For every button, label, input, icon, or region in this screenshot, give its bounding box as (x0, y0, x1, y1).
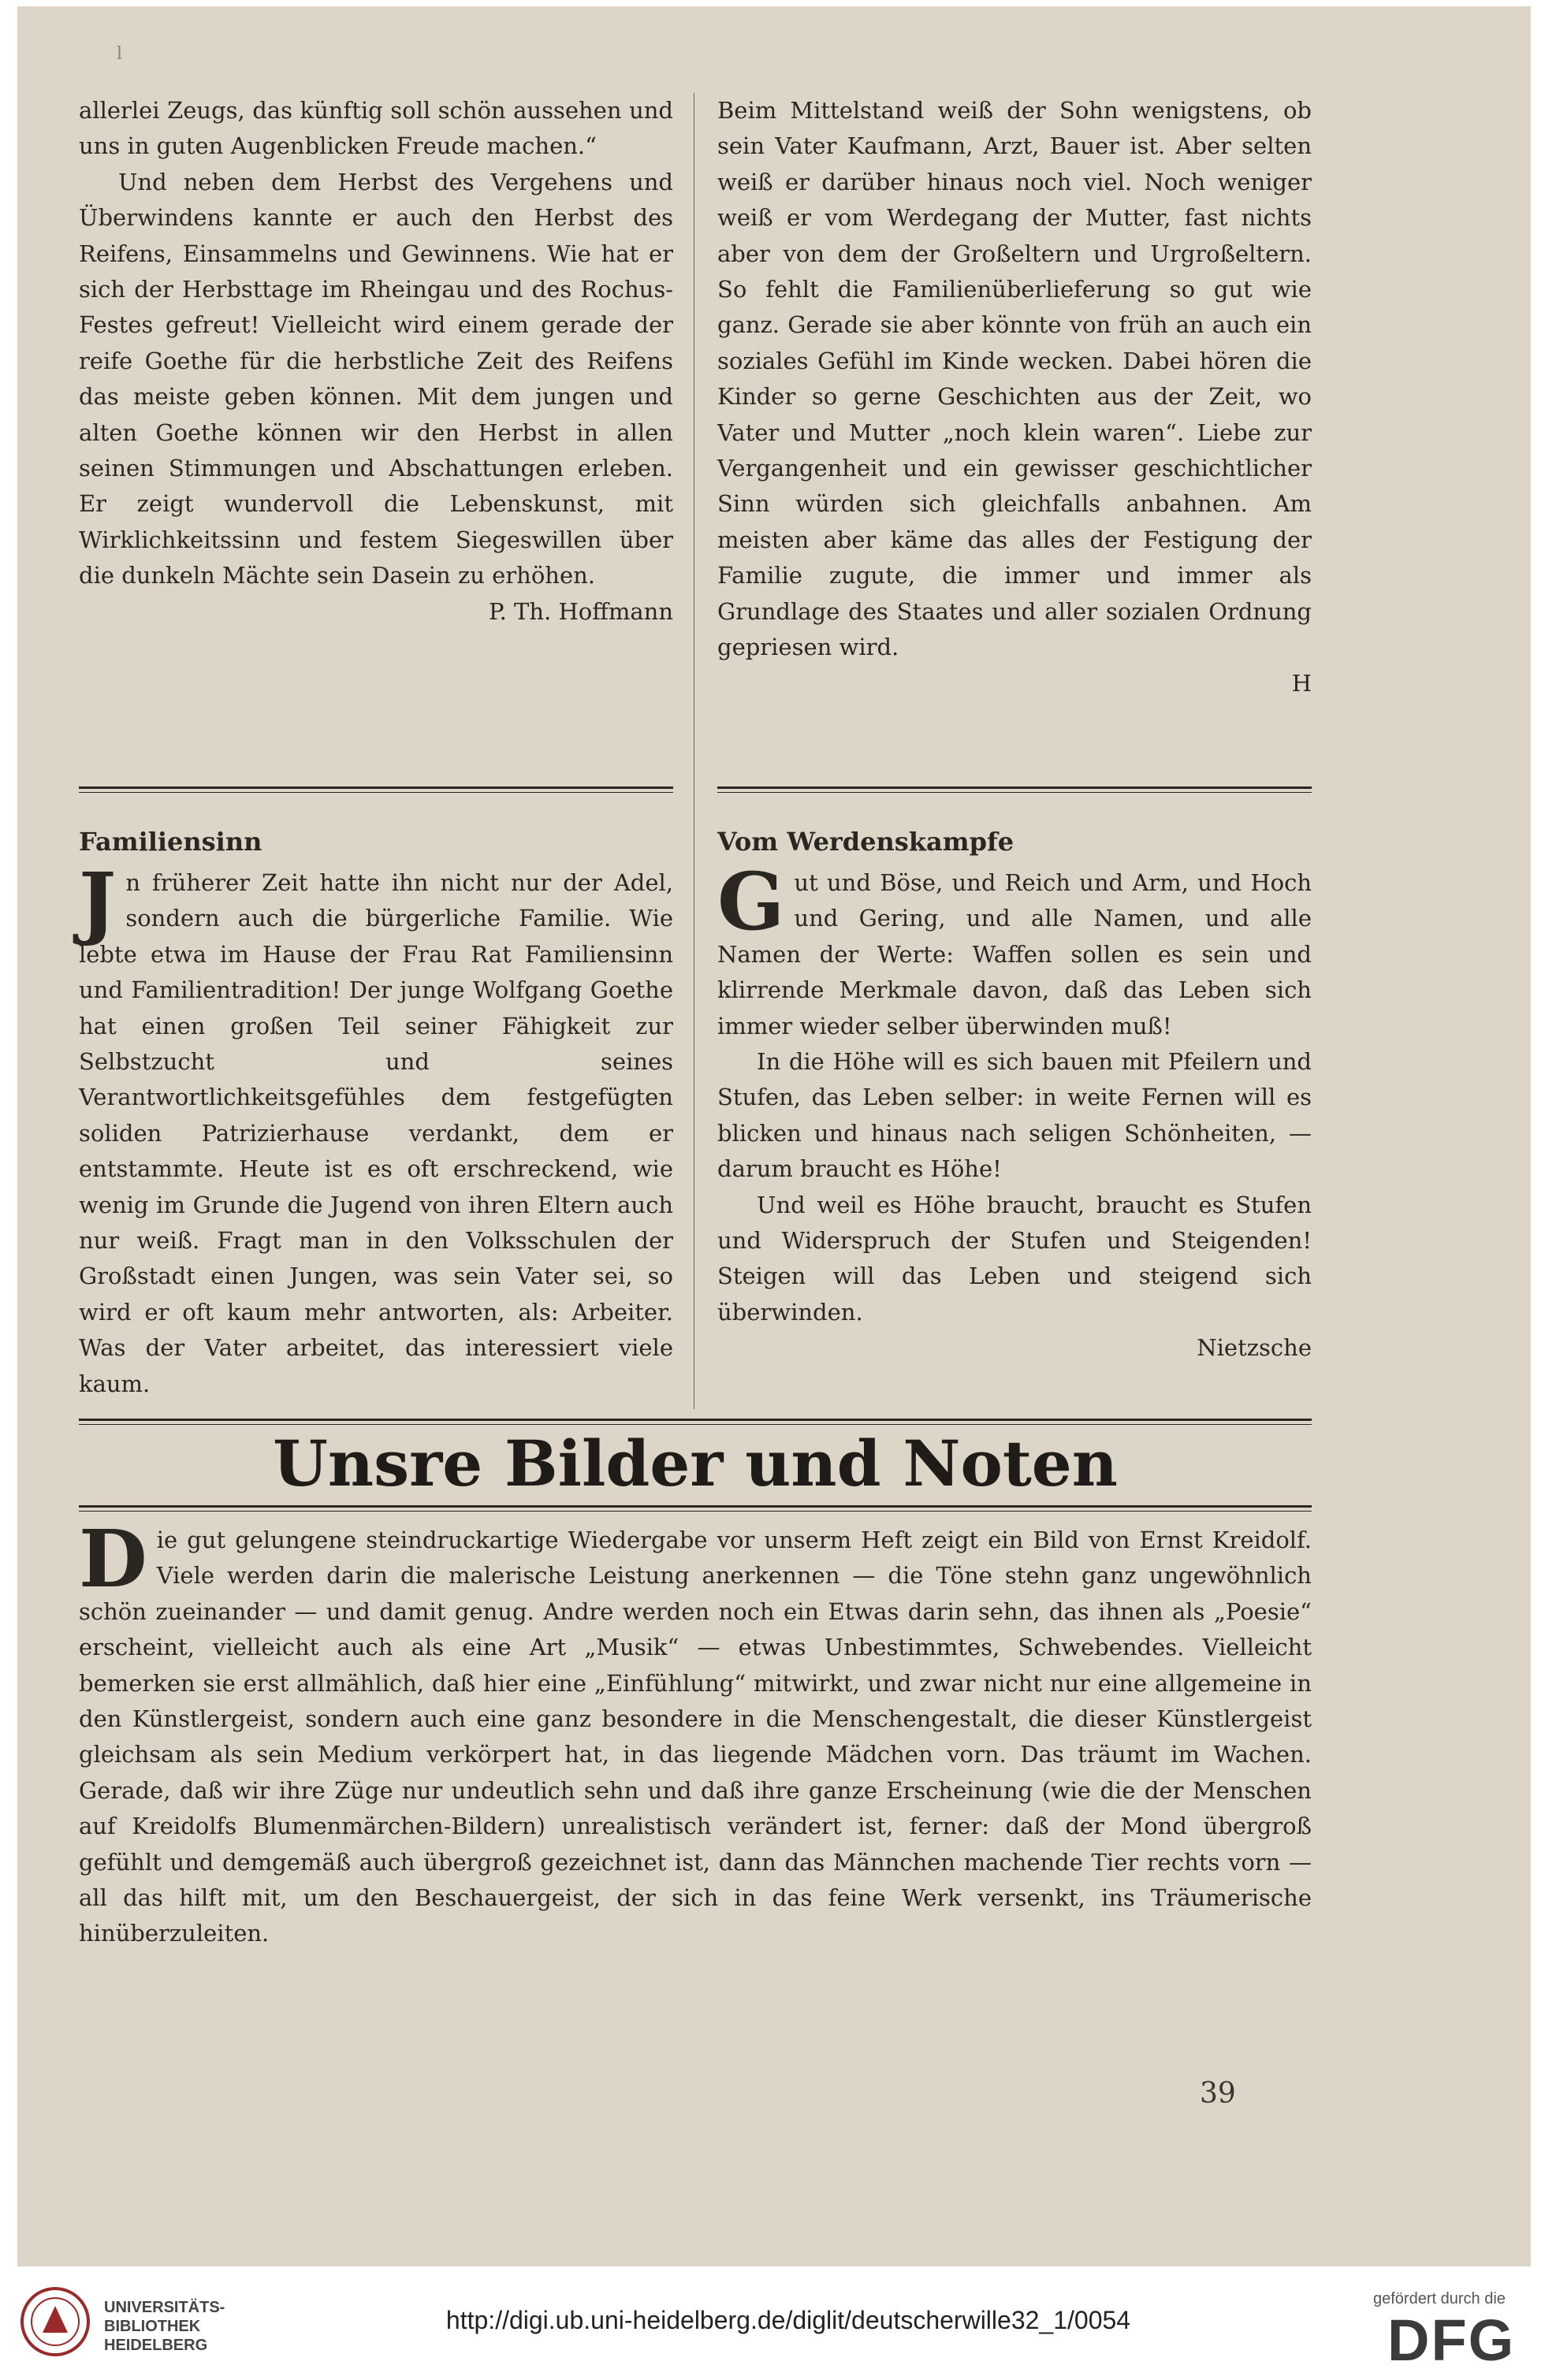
drop-cap: D (79, 1512, 147, 1605)
source-url[interactable]: http://digi.ub.uni-heidelberg.de/diglit/deutscherwille32_1/0054 (445, 2306, 1131, 2334)
signature: H (1291, 669, 1312, 697)
article-text: ie gut gelungene steindruckartige Wiedergabe vor unserm Heft zeigt ein Bild von Ernst Kreidolf. Viele werden darin die malerische Leistung anerkennen — die Töne stehn ganz ungewöhnlich schön zueinander — und damit genug. Andre werden noch ein Etwas darin sehn, das ihnen als „Poesie“ erscheint, vielleicht auch als eine Art „Musik“ — etwas Unbestimmtes, Schwebendes. Vielleicht bemerken sie erst allmählich, daß hier eine „Einfühlung“ mitwirkt, und zwar nicht nur eine allgemeine in den Künstlergeist, sondern auch eine ganz besondere in die Menschengestalt, die dieser Künstlergeist gleichsam als sein Medium verkörpert hat, in das liegende Mädchen vorn. Das träumt im Wachen. Gerade, daß wir ihre Züge nur undeutlich sehn und daß ihre ganze Erscheinung (wie die der Menschen auf Kreidolfs Blumenmärchen-Bildern) unrealistisch verändert ist, ferner: daß der Mond übergroß gefühlt und demgemäß auch übergroß gezeichnet ist, dann das Männchen machende Tier rechts vorn — all das hilft mit, um den Beschauergeist, der sich in das feine Werk versenkt, ins Träumerische hinüberzuleiten. (79, 1527, 1312, 1947)
section-title: Vom Werdenskampfe (717, 827, 1014, 857)
main-heading: Unsre Bilder und Noten (273, 1426, 1118, 1501)
institution-name: UNIVERSITÄTS- BIBLIOTHEK HEIDELBERG (104, 2299, 225, 2354)
page-number: 39 (1200, 2077, 1236, 2110)
heading-rule-top (79, 1419, 1312, 1425)
drop-cap: J (79, 855, 117, 948)
university-seal-icon (19, 2285, 91, 2358)
heading-rule-bottom (79, 1505, 1312, 1512)
article (79, 1512, 1312, 1952)
dfg-logo: DFG (1387, 2307, 1516, 2373)
drop-cap: G (717, 855, 785, 948)
signature: Nietzsche (1197, 1334, 1312, 1362)
left-column-top (79, 93, 673, 630)
section-divider (717, 787, 1312, 793)
paragraph: Und neben dem Herbst des Vergehens und Überwindens kannte er auch den Herbst des Reifens, Einsammelns und Gewinnens. Wie hat er sich der Herbsttage im Rheingau und des Rochus-Festes gefreut! Vielleicht wird einem gerade der reife Goethe für die herbstliche Zeit des Reifens das meiste geben können. Mit dem jungen und alten Goethe können wir den Herbst in allen seinen Stimmungen und Abschattungen erleben. Er zeigt wundervoll die Lebenskunst, mit Wirklichkeitssinn und festem Siegeswillen über die dunkeln Mächte sein Dasein zu erhöhen. (79, 168, 673, 589)
paragraph: In die Höhe will es sich bauen mit Pfeilern und Stufen, das Leben selber: in weite Fernen will es blicken und hinaus nach seligen Schönheiten, — darum braucht es Höhe! (717, 1048, 1312, 1183)
left-column-bottom (79, 823, 673, 1402)
section-title: Familiensinn (79, 827, 262, 857)
footer-bar (0, 2267, 1545, 2380)
paragraph: Beim Mittelstand weiß der Sohn wenigstens, ob sein Vater Kaufmann, Arzt, Bauer ist. Aber selten weiß er darüber hinaus noch viel. Noch weniger weiß er vom Werdegang der Mutter, fast nichts aber von dem der Großeltern und Urgroßeltern. So fehlt die Familienüberlieferung so gut wie ganz. Gerade sie aber könnte von früh an auch ein soziales Gefühl im Kinde wecken. Dabei hören die Kinder so gerne Geschichten aus der Zeit, wo Vater und Mutter „noch klein waren“. Liebe zur Vergangenheit und ein gewisser geschichtlicher Sinn würden sich gleichfalls anbahnen. Am meisten aber käme das alles der Festigung der Familie zugute, die immer und immer als Grundlage des Staates und aller sozialen Ordnung gepriesen wird. (717, 97, 1312, 661)
paragraph: allerlei Zeugs, das künftig soll schön aussehen und uns in guten Augenblicken Freude machen.“ (79, 97, 673, 160)
section-text: n früherer Zeit hatte ihn nicht nur der Adel, sondern auch die bürgerliche Familie. Wie lebte etwa im Hause der Frau Rat Familiensinn und Familientradition! Der junge Wolfgang Goethe hat einen großen Teil seiner Fähigkeit zur Selbstzucht und seines Verantwortlichkeitsgefühles dem festgefügten soliden Patrizierhause verdankt, dem er entstammte. Heute ist es oft erschreckend, wie wenig im Grunde die Jugend von ihren Eltern auch nur weiß. Fragt man in den Volksschulen der Großstadt einen Jungen, was sein Vater sei, so wird er oft kaum mehr antworten, als: Arbeiter. Was der Vater arbeitet, das interessiert viele kaum. (79, 869, 673, 1397)
right-column-top (717, 93, 1312, 701)
paragraph: Und weil es Höhe braucht, braucht es Stufen und Widerspruch der Stufen und Steigenden! Steigen will das Leben und steigend sich überwinden. (717, 1191, 1312, 1326)
right-column-bottom (717, 823, 1312, 1367)
funding-label: gefördert durch die (1373, 2290, 1506, 2307)
paragraph: ut und Böse, und Reich und Arm, und Hoch und Gering, und alle Namen, und alle Namen der Werte: Waffen sollen es sein und klirrende Merkmale davon, daß das Leben sich immer wieder selber überwinden muß! (717, 869, 1312, 1039)
signature: P. Th. Hoffmann (488, 597, 673, 625)
margin-mark: l (117, 44, 123, 64)
section-divider (79, 787, 673, 793)
scanned-page (17, 6, 1531, 2267)
